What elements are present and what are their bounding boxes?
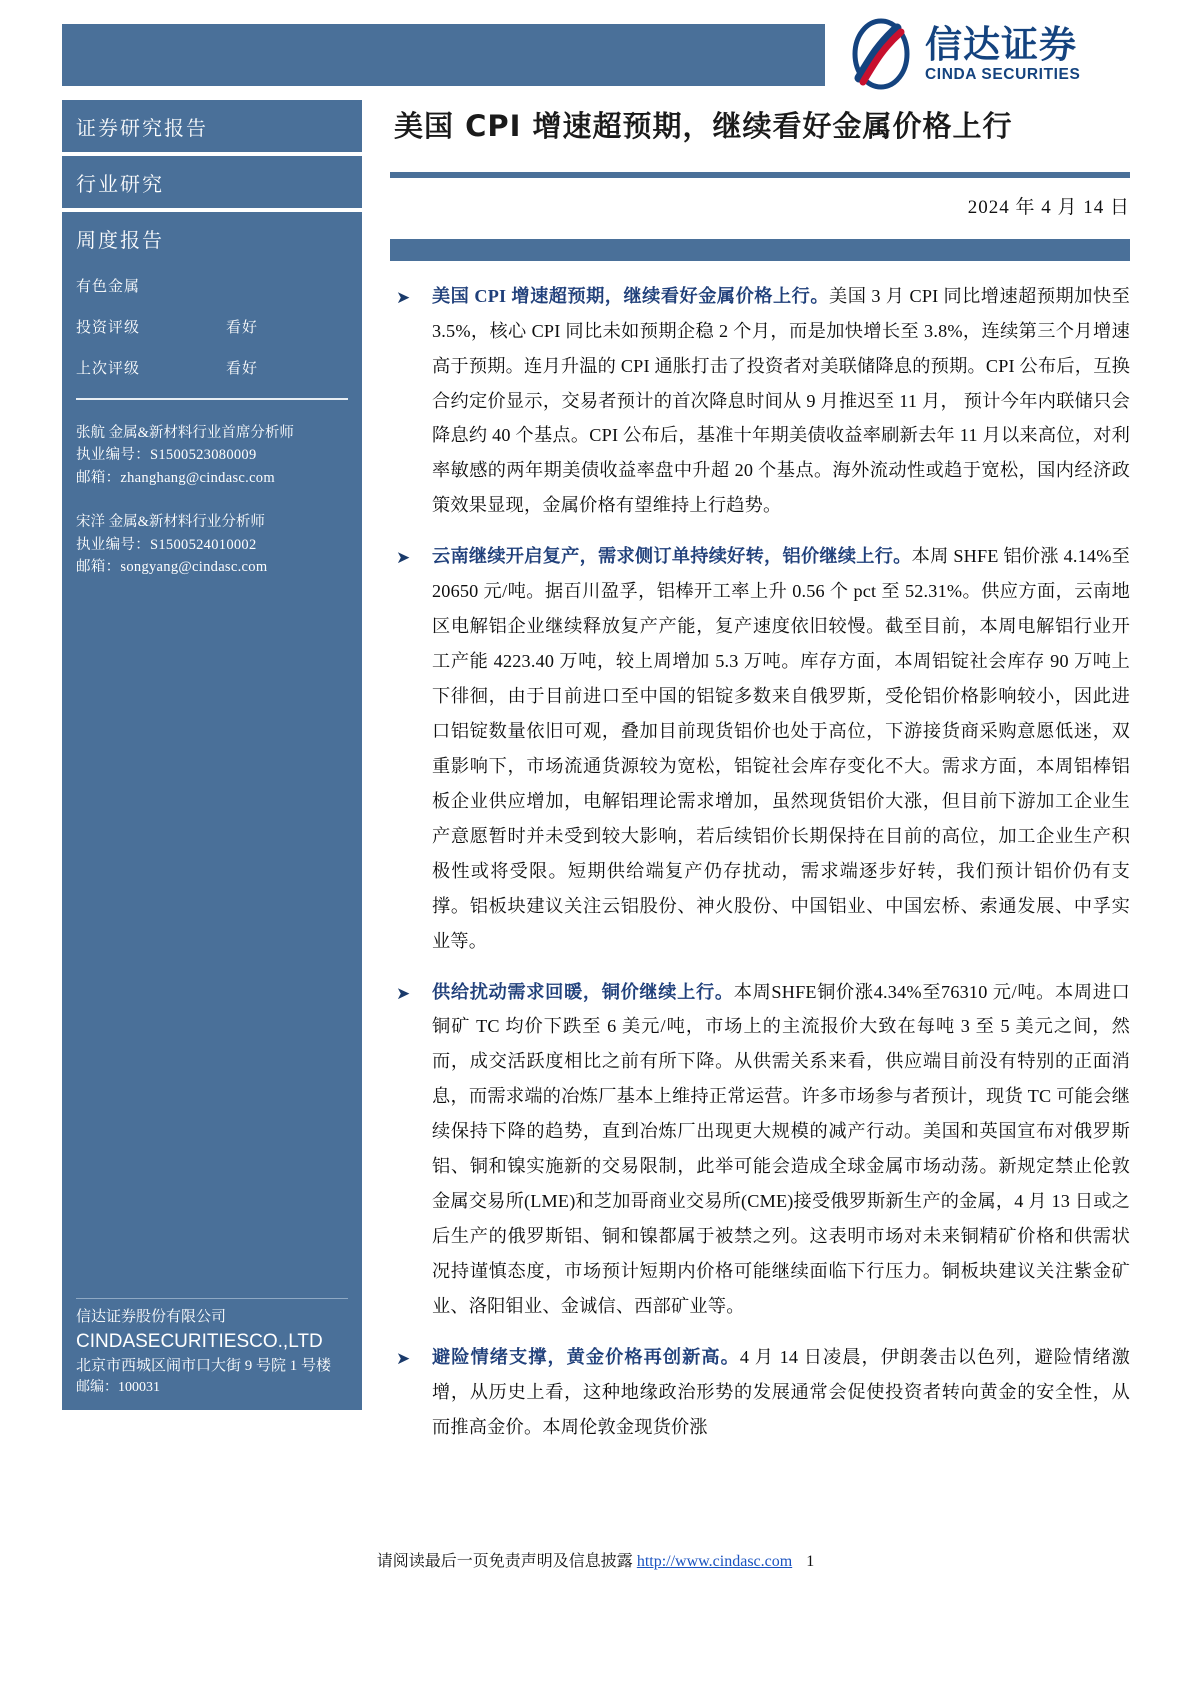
analyst-primary-license: 执业编号：S1500523080009	[76, 447, 257, 464]
page-title: 美国 CPI 增速超预期，继续看好金属价格上行	[394, 109, 1013, 143]
rating-previous-value: 看好	[226, 361, 259, 377]
rating-current-value: 看好	[226, 320, 259, 336]
bullet-body: 本周SHFE铜价涨4.34%至76310 元/吨。本周进口铜矿 TC 均价下跌至 6 美元/吨，市场上的主流报价大致在每吨 3 至 5 美元之间，然而，成交活跃度相比之前有所下降。从供需关系来看，供应端目前没有特别的正面消息，而需求端的冶炼厂基本上维持正常运营。许多市场参与者预计，现货 TC 可能会继续保持下降的趋势，直到冶炼厂出现更大规模的减产行动。美国和英国宣布对俄罗斯铝、铜和镍实施新的交易限制，此举可能会造成全球金属市场动荡。新规定禁止伦敦金属交易所(LME)和芝加哥商业交易所(CME)接受俄罗斯新生产的金属，4 月 13 日或之后生产的俄罗斯铝、铜和镍都属于被禁之列。这表明市场对未来铜精矿价格和供需状况持谨慎态度，市场预计短期内价格可能继续面临下行压力。铜板块建议关注紫金矿业、洛阳钼业、金诚信、西部矿业等。	[432, 981, 1130, 1316]
address-divider	[76, 1298, 348, 1299]
logo-english-name: CINDA SECURITIES	[925, 65, 1081, 83]
sidebar-tag-frequency: 周度报告	[76, 230, 164, 252]
sidebar-tag-report-type	[62, 100, 362, 152]
main-content	[390, 100, 1130, 1461]
title-underline-rule	[390, 172, 1130, 178]
footer-disclaimer: 请阅读最后一页免责声明及信息披露	[376, 1553, 633, 1570]
bullet-body: 本周 SHFE 铝价涨 4.14%至 20650 元/吨。据百川盈孚，铝棒开工率上升 0.56 个 pct 至 52.31%。供应方面，云南地区电解铝企业继续释放复产产能，复产速度依旧较慢。截至目前，本周电解铝行业开工产能 4223.40 万吨，较上周增加 5.3 万吨。库存方面，本周铝锭社会库存 90 万吨上下徘徊，由于目前进口至中国的铝锭多数来自俄罗斯，受伦铝价格影响较小，因此进口铝锭数量依旧可观，叠加目前现货铝价也处于高位，下游接货商采购意愿低迷，双重影响下，市场流通货源较为宽松，铝锭社会库存变化不大。需求方面，本周铝棒铝板企业供应增加，电解铝理论需求增加，虽然现货铝价大涨，但目前下游加工企业生产意愿暂时并未受到较大影响，若后续铝价长期保持在目前的高位，加工企业生产积极性或将受限。短期供给端复产仍存扰动，需求端逐步好转，我们预计铝价仍有支撑。铝板块建议关注云铝股份、神火股份、中国铝业、中国宏桥、索通发展、中孚实业等。	[432, 546, 1130, 951]
sidebar-divider	[76, 398, 348, 400]
company-logo	[845, 16, 1145, 92]
bullet-body: 4 月 14 日凌晨，伊朗袭击以色列，避险情绪激增，从历史上看，这种地缘政治形势的发展通常会促使投资者转向黄金的安全性，从而推高金价。本周伦敦金现货价涨	[432, 1346, 1130, 1437]
rating-current-label: 投资评级	[76, 320, 141, 336]
sidebar-tag-report-type-label: 证券研究报告	[76, 117, 208, 140]
analyst-primary	[76, 422, 348, 489]
footer-url-link[interactable]: http://www.cindasc.com	[636, 1553, 793, 1570]
bullet-list	[390, 279, 1130, 1445]
chevron-right-icon: ➤	[396, 548, 411, 568]
cinda-logo-icon	[845, 18, 917, 90]
analyst-secondary-name: 宋洋 金属&新材料行业分析师	[76, 514, 265, 531]
chevron-right-icon: ➤	[396, 287, 411, 307]
bullet-item	[390, 539, 1130, 958]
bullet-lead: 美国 CPI 增速超预期，继续看好金属价格上行。	[432, 285, 830, 306]
section-accent-bar	[390, 239, 1130, 261]
rating-row-current	[76, 316, 348, 337]
bullet-lead: 供给扰动需求回暖，铜价继续上行。	[432, 981, 734, 1002]
analyst-secondary-license: 执业编号：S1500524010002	[76, 536, 257, 553]
analyst-primary-name: 张航 金属&新材料行业首席分析师	[76, 425, 294, 441]
chevron-right-icon: ➤	[396, 1348, 411, 1368]
bullet-item	[390, 975, 1130, 1324]
analyst-secondary	[76, 511, 348, 578]
page-number: 1	[806, 1553, 815, 1570]
company-name-cn: 信达证券股份有限公司	[76, 1308, 227, 1325]
sidebar-tag-research-label: 行业研究	[76, 173, 164, 196]
bullet-item	[390, 279, 1130, 524]
bullet-body: 美国 3 月 CPI 同比增速超预期加快至 3.5%，核心 CPI 同比未如预期企稳 2 个月，而是加快增长至 3.8%，连续第三个月增速高于预期。连月升温的 CPI 通胀打击了投资者对美联储降息的预期。CPI 公布后，互换合约定价显示，交易者预计的首次降息时间从 9 月推迟至 11 月， 预计今年内联储只会降息约 40 个基点。CPI 公布后，基准十年期美债收益率刷新去年 11 月以来高位，对利率敏感的两年期美债收益率盘中升超 20 个基点。海外流动性或趋于宽松，国内经济政策效果显现，金属价格有望维持上行趋势。	[432, 285, 1130, 516]
analyst-secondary-email[interactable]: 邮箱：songyang@cindasc.com	[76, 559, 268, 576]
sidebar-tag-research	[62, 156, 362, 208]
report-date: 2024 年 4 月 14 日	[967, 196, 1130, 218]
logo-chinese-name: 信达证券	[925, 22, 1077, 66]
bullet-lead: 云南继续开启复产，需求侧订单持续好转，铝价继续上行。	[432, 546, 912, 567]
sidebar-info-panel	[62, 212, 362, 1410]
company-address-block	[76, 1298, 348, 1398]
analyst-primary-email[interactable]: 邮箱：zhanghang@cindasc.com	[76, 469, 275, 486]
chevron-right-icon: ➤	[396, 983, 411, 1003]
page-footer	[0, 1548, 1191, 1571]
bullet-lead: 避险情绪支撑，黄金价格再创新高。	[432, 1346, 740, 1367]
sidebar	[62, 100, 362, 1410]
sidebar-industry: 有色金属	[76, 279, 141, 295]
bullet-item	[390, 1340, 1130, 1445]
header-accent-band	[62, 24, 825, 86]
company-name-en: CINDASECURITIESCO.,LTD	[76, 1331, 323, 1353]
company-zipcode: 邮编：100031	[76, 1379, 160, 1395]
rating-row-previous	[76, 357, 348, 378]
company-address: 北京市西城区闹市口大街 9 号院 1 号楼	[76, 1357, 332, 1374]
rating-previous-label: 上次评级	[76, 361, 141, 377]
